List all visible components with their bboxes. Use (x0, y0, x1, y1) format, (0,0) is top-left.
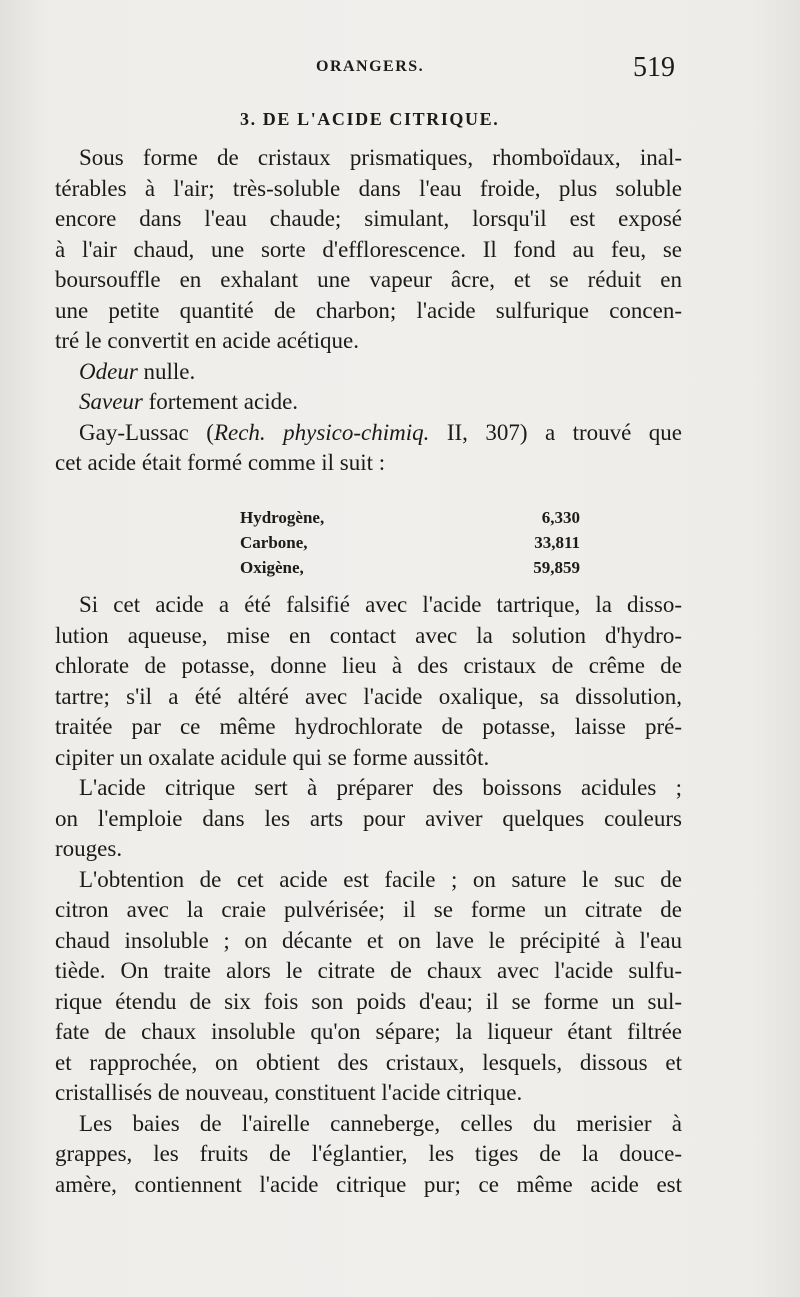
element-name: Hydrogène, (240, 508, 325, 527)
odeur-text: nulle. (137, 358, 196, 384)
text-line: L'obtention de cet acide est facile ; on sature le suc de (79, 866, 682, 892)
element-value: 59,859 (533, 558, 580, 577)
text-line: et rapprochée, on obtient des cristaux, lesquels, dissous et (55, 1049, 682, 1075)
element-value: 33,811 (534, 533, 580, 552)
text-line: chaud insoluble ; on décante et on lave le précipité à l'eau (55, 927, 682, 953)
gay-lussac-line (55, 418, 682, 449)
element-value: 6,330 (541, 508, 580, 527)
odeur-label: Odeur (79, 358, 138, 384)
text-line: cipiter un oxalate acidule qui se forme aussitôt. (55, 744, 490, 770)
saveur-line (55, 387, 682, 418)
paragraph-description (55, 143, 682, 479)
composition-table (240, 505, 580, 580)
text-line: Si cet acide a été falsifié avec l'acide tartrique, la disso- (79, 592, 682, 617)
saveur-text: fortement acide. (142, 389, 299, 414)
text-line: lution aqueuse, mise en contact avec la solution d'hydro- (55, 622, 682, 648)
text-line: une petite quantité de charbon; l'acide sulfurique concen- (55, 297, 682, 323)
text-line: on l'emploie dans les arts pour aviver quelques couleurs (55, 805, 682, 831)
text-line: cristallisés de nouveau, constituent l'acide citrique. (55, 1080, 523, 1105)
gay-lussac-reference: Rech. physico-chimiq. (213, 419, 430, 445)
text-line: traitée par ce même hydrochlorate de potasse, laisse pré- (55, 714, 682, 739)
text-line: rouges. (55, 836, 123, 861)
text-line: cet acide était formé comme il suit : (55, 450, 386, 475)
odeur-line (55, 357, 682, 388)
text-line: tiède. On traite alors le citrate de chaux avec l'acide sulfu- (55, 958, 682, 983)
text-line: térables à l'air; très-soluble dans l'eau froide, plus soluble (55, 175, 682, 201)
text-line: tartre; s'il a été altéré avec l'acide oxalique, sa dissolution, (55, 683, 682, 709)
page-number: 519 (633, 52, 675, 83)
gay-lussac-post: II, 307) a trouvé que (429, 419, 682, 445)
text-line: boursouffle en exhalant une vapeur âcre, et se réduit en (55, 267, 682, 292)
paragraph-falsification (55, 590, 682, 1200)
text-line: à l'air chaud, une sorte d'efflorescence. Il fond au feu, se (55, 236, 682, 262)
composition-row (240, 530, 580, 555)
text-line: Les baies de l'airelle canneberge, celles du merisier à (79, 1110, 682, 1136)
text-line: L'acide citrique sert à préparer des boissons acidules ; (79, 775, 682, 800)
element-name: Oxigène, (240, 558, 304, 577)
text-line: citron avec la craie pulvérisée; il se forme un citrate de (55, 897, 682, 922)
gay-lussac-pre: Gay-Lussac ( (79, 419, 214, 445)
composition-row (240, 555, 580, 580)
text-line: grappes, les fruits de l'églantier, les tiges de la douce- (55, 1141, 682, 1166)
text-line: amère, contiennent l'acide citrique pur; ce même acide est (55, 1171, 682, 1197)
text-line: Sous forme de cristaux prismatiques, rhomboïdaux, inal- (79, 145, 682, 170)
saveur-label: Saveur (79, 389, 143, 414)
text-line: rique étendu de six fois son poids d'eau; il se forme un sul- (55, 988, 682, 1014)
element-name: Carbone, (240, 533, 308, 552)
running-head (0, 52, 800, 82)
text-line: fate de chaux insoluble qu'on sépare; la liqueur étant filtrée (55, 1019, 682, 1044)
text-line: chlorate de potasse, donne lieu à des cristaux de crême de (55, 653, 682, 678)
text-line: encore dans l'eau chaude; simulant, lorsqu'il est exposé (55, 206, 682, 231)
composition-row (240, 505, 580, 530)
section-heading: 3. DE L'ACIDE CITRIQUE. (240, 109, 500, 129)
running-title: ORANGERS. (316, 58, 425, 75)
text-line: tré le convertit en acide acétique. (55, 328, 359, 353)
